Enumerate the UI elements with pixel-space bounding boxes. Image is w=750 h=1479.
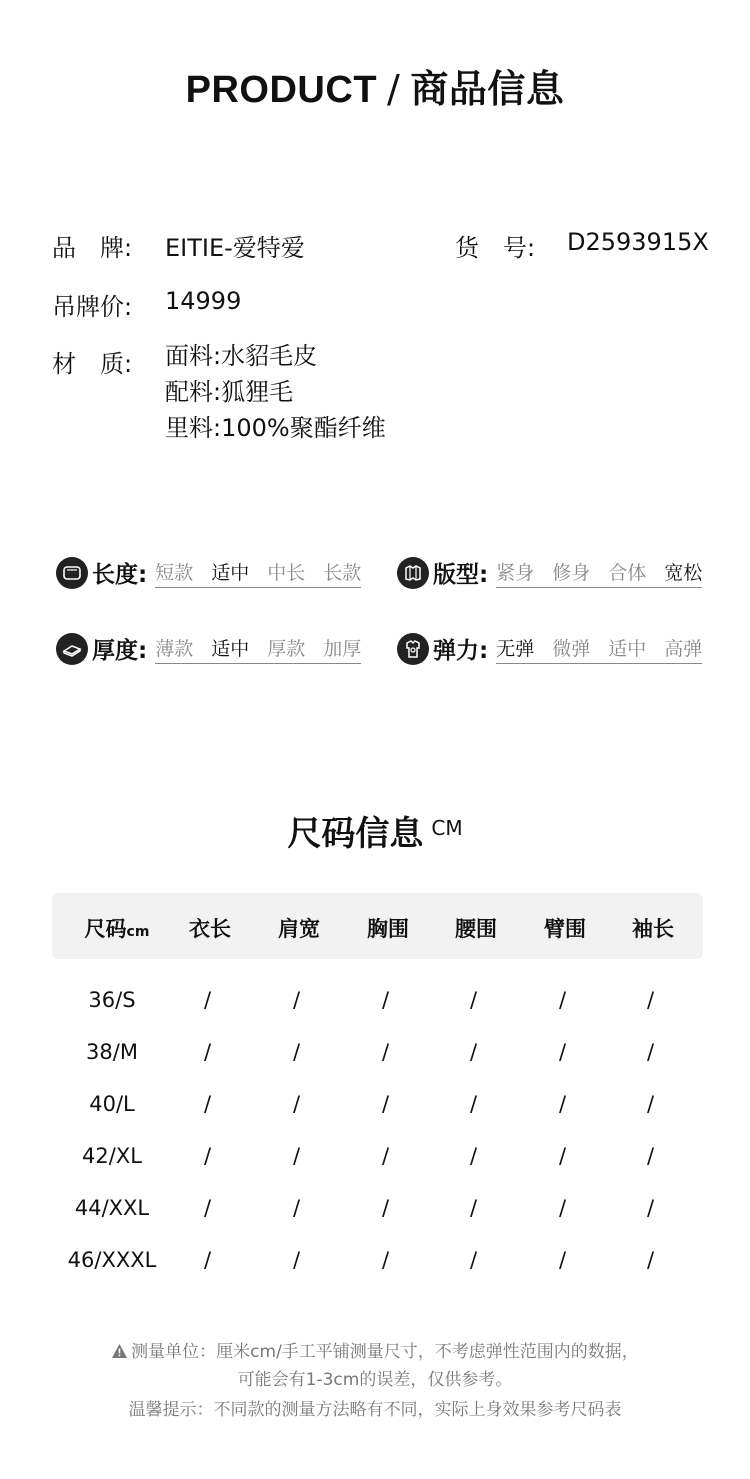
measure-cell: / bbox=[203, 1092, 212, 1116]
header-cell: 肩宽 bbox=[278, 917, 320, 941]
measure-cell: / bbox=[646, 1144, 655, 1168]
measure-cell: / bbox=[558, 1196, 567, 1220]
attr-option: 适中 bbox=[608, 637, 647, 660]
elasticity-icon bbox=[397, 633, 429, 665]
attr-fit bbox=[397, 556, 702, 589]
measure-cell: / bbox=[381, 1040, 390, 1064]
measure-cell: / bbox=[646, 1040, 655, 1064]
note-text-1: 测量单位：厘米cm/手工平铺测量尺寸，不考虑弹性范围内的数据， bbox=[131, 1342, 639, 1362]
attr-length-options bbox=[155, 558, 361, 588]
measure-cell: / bbox=[469, 988, 478, 1012]
size-table-title bbox=[0, 806, 750, 855]
measure-cell: / bbox=[469, 1092, 478, 1116]
measure-cell: / bbox=[558, 1040, 567, 1064]
header-size-unit: cm bbox=[126, 924, 150, 940]
measure-cell: / bbox=[381, 1144, 390, 1168]
material-line: 配料:狐狸毛 bbox=[165, 378, 294, 406]
header-size-label: 尺码 bbox=[84, 917, 127, 941]
length-icon bbox=[56, 557, 88, 589]
note-line-1 bbox=[0, 1337, 750, 1364]
material-label: 材 质: bbox=[52, 350, 133, 378]
title-separator: / bbox=[387, 67, 401, 111]
measure-cell: / bbox=[469, 1040, 478, 1064]
measure-cell: / bbox=[292, 1144, 301, 1168]
measure-cell: / bbox=[203, 1144, 212, 1168]
header-size bbox=[72, 913, 162, 943]
title-en: PRODUCT bbox=[185, 69, 378, 111]
header-cell: 腰围 bbox=[455, 917, 497, 941]
size-cell: 38/M bbox=[86, 1040, 138, 1064]
attr-option: 短款 bbox=[155, 561, 194, 584]
measure-cell: / bbox=[646, 988, 655, 1012]
attr-thickness bbox=[56, 632, 361, 665]
attr-elasticity bbox=[397, 632, 702, 665]
attr-option: 紧身 bbox=[496, 561, 535, 584]
size-title-text: 尺码信息 bbox=[287, 814, 424, 854]
header-cell: 袖长 bbox=[632, 917, 674, 941]
header-cell: 衣长 bbox=[189, 917, 231, 941]
measure-cell: / bbox=[381, 1092, 390, 1116]
material-line: 里料:100%聚酯纤维 bbox=[165, 414, 386, 442]
warning-icon bbox=[111, 1343, 128, 1364]
measure-cell: / bbox=[292, 1248, 301, 1272]
attr-option-selected: 宽松 bbox=[664, 561, 703, 584]
measure-cell: / bbox=[381, 988, 390, 1012]
measure-cell: / bbox=[203, 1040, 212, 1064]
measure-cell: / bbox=[558, 988, 567, 1012]
attr-elasticity-name: 弹力: bbox=[433, 638, 489, 664]
attr-fit-options bbox=[496, 558, 702, 588]
attr-option-selected: 适中 bbox=[211, 561, 250, 584]
measure-cell: / bbox=[203, 1196, 212, 1220]
brand-value: EITIE-爱特爱 bbox=[165, 234, 305, 262]
size-cell: 40/L bbox=[89, 1092, 135, 1116]
attr-option: 微弹 bbox=[552, 637, 591, 660]
size-table-header bbox=[52, 893, 703, 959]
attr-option: 修身 bbox=[552, 561, 591, 584]
measure-cell: / bbox=[558, 1092, 567, 1116]
size-cell: 44/XXL bbox=[74, 1196, 150, 1220]
attr-option: 长款 bbox=[323, 561, 362, 584]
attr-option-selected: 无弹 bbox=[496, 637, 535, 660]
attr-option: 合体 bbox=[608, 561, 647, 584]
measure-cell: / bbox=[381, 1196, 390, 1220]
price-value: 14999 bbox=[165, 287, 242, 315]
measure-cell: / bbox=[646, 1092, 655, 1116]
measure-cell: / bbox=[469, 1196, 478, 1220]
size-cell: 46/XXXL bbox=[67, 1248, 157, 1272]
note-line-3: 温馨提示：不同款的测量方法略有不同，实际上身效果参考尺码表 bbox=[128, 1400, 622, 1420]
measure-cell: / bbox=[558, 1248, 567, 1272]
attr-length bbox=[56, 556, 361, 589]
attr-length-name: 长度: bbox=[92, 562, 148, 588]
measure-cell: / bbox=[292, 1092, 301, 1116]
size-cell: 36/S bbox=[88, 988, 136, 1012]
attr-option: 加厚 bbox=[323, 637, 362, 660]
fit-icon bbox=[397, 557, 429, 589]
page-title bbox=[0, 58, 750, 113]
measure-cell: / bbox=[469, 1248, 478, 1272]
measure-cell: / bbox=[292, 1040, 301, 1064]
attr-option: 薄款 bbox=[155, 637, 194, 660]
price-label: 吊牌价: bbox=[52, 293, 133, 321]
header-cell: 胸围 bbox=[367, 917, 409, 941]
measure-cell: / bbox=[203, 1248, 212, 1272]
header-cell: 臂围 bbox=[544, 917, 586, 941]
material-line: 面料:水貂毛皮 bbox=[165, 342, 318, 370]
measure-cell: / bbox=[558, 1144, 567, 1168]
size-title-unit: CM bbox=[431, 816, 463, 840]
size-cell: 42/XL bbox=[82, 1144, 142, 1168]
thickness-icon bbox=[56, 633, 88, 665]
measure-cell: / bbox=[646, 1196, 655, 1220]
measure-cell: / bbox=[646, 1248, 655, 1272]
measure-cell: / bbox=[292, 988, 301, 1012]
measure-cell: / bbox=[203, 988, 212, 1012]
measure-cell: / bbox=[292, 1196, 301, 1220]
attr-option: 厚款 bbox=[267, 637, 306, 660]
attr-thickness-name: 厚度: bbox=[92, 638, 148, 664]
measure-cell: / bbox=[469, 1144, 478, 1168]
attr-option: 高弹 bbox=[664, 637, 703, 660]
title-cn: 商品信息 bbox=[410, 67, 565, 111]
material-values bbox=[165, 338, 386, 446]
measure-cell: / bbox=[381, 1248, 390, 1272]
attr-option-selected: 适中 bbox=[211, 637, 250, 660]
attr-option: 中长 bbox=[267, 561, 306, 584]
attr-fit-name: 版型: bbox=[433, 562, 489, 588]
attr-elasticity-options bbox=[496, 634, 702, 664]
attr-thickness-options bbox=[155, 634, 361, 664]
brand-label: 品 牌: bbox=[52, 234, 133, 262]
note-line-2: 可能会有1-3cm的误差，仅供参考。 bbox=[237, 1370, 513, 1390]
sku-value: D2593915X bbox=[567, 228, 709, 256]
sku-label: 货 号: bbox=[455, 234, 536, 262]
